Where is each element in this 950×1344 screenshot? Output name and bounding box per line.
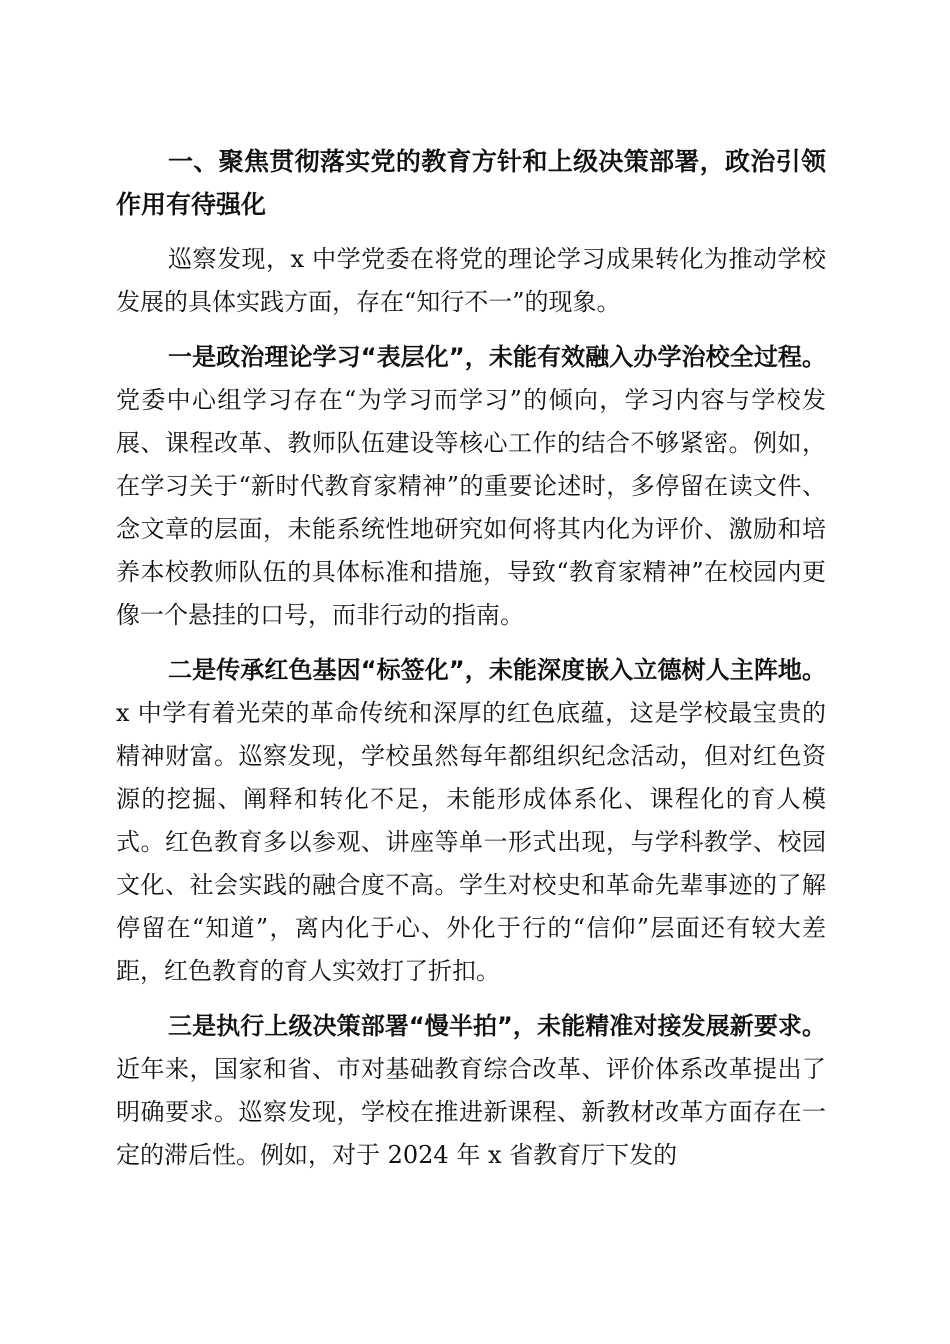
- point-paragraph-1: [116, 336, 826, 637]
- point-body-1: 党委中心组学习存在“为学习而学习”的倾向，学习内容与学校发展、课程改革、教师队伍建设等核心工作的结合不够紧密。例如，在学习关于“新时代教育家精神”的重要论述时，多停留在读文件、念文章的层面，未能系统性地研究如何将其内化为评价、激励和培养本校教师队伍的具体标准和措施，导致“教育家精神”在校园内更像一个悬挂的口号，而非行动的指南。: [116, 386, 826, 629]
- point-body-2: x 中学有着光荣的革命传统和深厚的红色底蕴，这是学校最宝贵的精神财富。巡察发现，学校虽然每年都组织纪念活动，但对红色资源的挖掘、阐释和转化不足，未能形成体系化、课程化的育人模式。红色教育多以参观、讲座等单一形式出现，与学科教学、校园文化、社会实践的融合度不高。学生对校史和革命先辈事迹的了解停留在“知道”，离内化于心、外化于行的“信仰”层面还有较大差距，红色教育的育人实效打了折扣。: [116, 699, 826, 985]
- document-page: [116, 140, 826, 1189]
- point-lead-2: 二是传承红色基因“标签化”，未能深度嵌入立德树人主阵地。: [168, 656, 826, 684]
- intro-paragraph: 巡察发现，x 中学党委在将党的理论学习成果转化为推动学校发展的具体实践方面，存在“知行不一”的现象。: [116, 245, 826, 316]
- section-heading: 一、聚焦贯彻落实党的教育方针和上级决策部署，政治引领作用有待强化: [116, 147, 826, 219]
- point-paragraph-2: [116, 649, 826, 993]
- point-lead-1: 一是政治理论学习“表层化”，未能有效融入办学治校全过程。: [168, 343, 826, 371]
- point-body-3: 近年来，国家和省、市对基础教育综合改革、评价体系改革提出了明确要求。巡察发现，学校在推进新课程、新教材改革方面存在一定的滞后性。例如，对于 2024 年 x 省教育厅下发的: [116, 1055, 826, 1169]
- point-paragraph-3: [116, 1005, 826, 1177]
- point-lead-3: 三是执行上级决策部署“慢半拍”，未能精准对接发展新要求。: [168, 1012, 826, 1040]
